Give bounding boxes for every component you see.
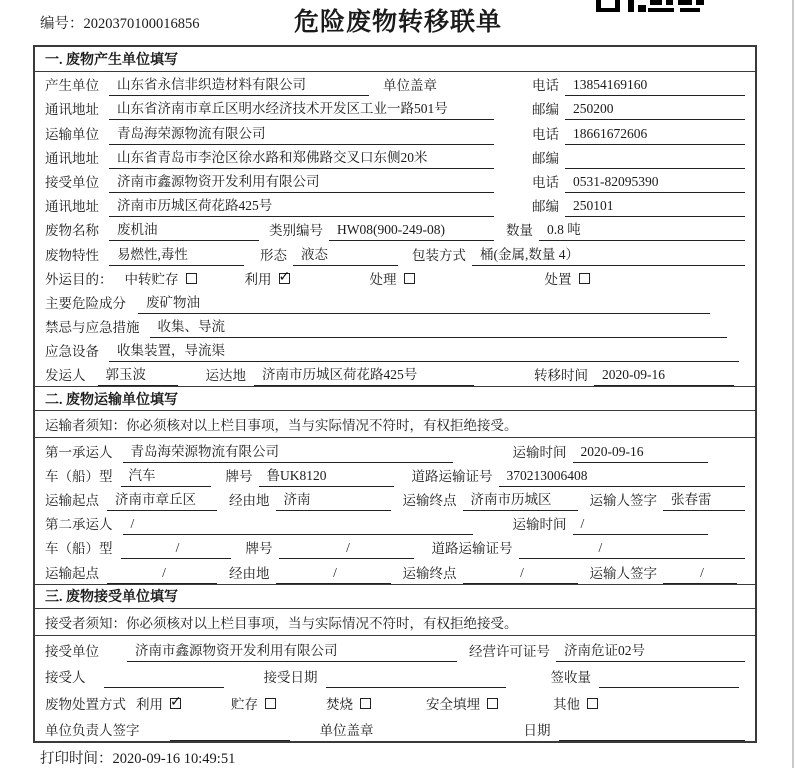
main-hazard-value: 废矿物油 [138, 291, 710, 314]
purpose-option-transfer [125, 268, 197, 290]
accept-unit-value: 济南市鑫源物资开发利用有限公司 [127, 639, 457, 662]
checkbox-transfer-storage [186, 273, 197, 284]
vehicle1-plate: 鲁UK8120 [259, 464, 394, 487]
row-vehicle1 [35, 463, 755, 487]
section2-header: 二. 废物运输单位填写 [35, 386, 755, 411]
row-receiver [35, 169, 755, 193]
generator-value: 山东省永信非织造材料有限公司 [109, 73, 369, 96]
row-vehicle2 [35, 535, 755, 559]
transfer-time-value: 2020-09-16 [594, 367, 734, 386]
option-label: 处置 [544, 271, 572, 287]
generator-zip: 250200 [565, 101, 745, 120]
row-purpose [35, 266, 755, 290]
waste-name-value: 废机油 [109, 218, 259, 241]
section3-notice: 接受者须知：你必须核对以上栏目事项，当与实际情况不符时，有权拒绝接受。 [35, 609, 755, 636]
accept-date-label: 接受日期 [263, 670, 318, 686]
receiver-label: 接受单位 [45, 174, 99, 190]
phone-label: 电话 [532, 78, 559, 94]
print-time [40, 747, 235, 768]
vehicle1-license: 370213006408 [499, 468, 746, 487]
route-start-label: 运输起点 [45, 493, 99, 508]
vehicle2-type: / [121, 540, 231, 559]
row-transporter-address [35, 145, 755, 169]
carrier2-value: / [123, 516, 473, 535]
purpose-option-treat [370, 268, 415, 290]
row-receiver-address [35, 193, 755, 217]
section2-notice: 运输者须知：你必须核对以上栏目事项，当与实际情况不符时，有权拒绝接受。 [35, 411, 755, 438]
generator-phone: 13854169160 [565, 77, 745, 96]
carrier2-label: 第二承运人 [45, 517, 113, 533]
disposal-option-other [553, 693, 598, 715]
transport-time-label: 运输时间 [512, 444, 567, 460]
acceptor-label: 接受人 [45, 670, 86, 686]
permit-value: 济南危证02号 [556, 639, 745, 662]
property-value: 易燃性,毒性 [109, 243, 244, 266]
option-label: 安全填埋 [426, 696, 480, 712]
row-main-hazard [35, 290, 755, 314]
row-route2 [35, 559, 755, 583]
transport-time-label: 运输时间 [512, 517, 567, 533]
option-label: 其他 [553, 696, 580, 712]
phone-label: 电话 [532, 126, 559, 142]
route-start-label: 运输起点 [45, 565, 99, 581]
transporter-label: 运输单位 [45, 126, 99, 142]
purpose-option-utilize [245, 268, 290, 290]
road-license-label: 道路运输证号 [431, 541, 513, 557]
purpose-label: 外运目的： [45, 271, 113, 287]
checkbox-landfill [487, 698, 498, 709]
row-route1 [35, 487, 755, 511]
disposal-option-landfill [426, 693, 498, 715]
page-edge-line [792, 0, 794, 768]
purpose-option-dispose [545, 268, 590, 290]
route1-sign: 张春雷 [663, 488, 745, 511]
category-value: HW08(900-249-08) [329, 222, 494, 241]
zip-label: 邮编 [532, 102, 559, 118]
row-taboo [35, 314, 755, 338]
option-label: 利用 [136, 696, 163, 712]
responsible-sign-value [170, 723, 290, 741]
signed-quantity-value [599, 670, 739, 688]
destination-label: 运达地 [205, 368, 246, 384]
equipment-label: 应急设备 [45, 344, 99, 360]
checkbox-dispose [579, 273, 590, 284]
receiver-zip: 250101 [565, 198, 745, 217]
address-label: 通讯地址 [45, 199, 99, 215]
accept-date-value [326, 670, 506, 688]
date-label: 日期 [523, 723, 551, 739]
unit-seal-label: 单位盖章 [319, 723, 374, 739]
receiver-value: 济南市鑫源物资开发利用有限公司 [109, 170, 494, 193]
page-title: 危险废物转移联单 [293, 9, 502, 36]
zip-label: 邮编 [532, 199, 559, 215]
transfer-time-label: 转移时间 [534, 368, 588, 384]
permit-label: 经营许可证号 [469, 643, 550, 659]
transporter-sign-label: 运输人签字 [589, 565, 657, 581]
packing-value: 桶(金属,数量 4） [472, 243, 745, 266]
route1-end: 济南市历城区 [463, 488, 578, 511]
generator-label: 产生单位 [45, 78, 99, 94]
transporter-address: 山东省青岛市李沧区徐水路和郑佛路交叉口东侧20米 [109, 146, 494, 169]
route2-sign: / [663, 565, 737, 584]
vehicle-type-label: 车（船）型 [45, 468, 113, 484]
packing-label: 包装方式 [412, 247, 466, 263]
signed-quantity-label: 签收量 [550, 670, 591, 686]
checkbox-other [587, 698, 598, 709]
form-label: 形态 [260, 247, 287, 263]
address-label: 通讯地址 [45, 150, 99, 166]
main-hazard-label: 主要危险成分 [45, 295, 126, 311]
checkbox-incinerate [360, 698, 371, 709]
checkbox-storage [265, 698, 276, 709]
transporter-sign-label: 运输人签字 [589, 493, 657, 508]
form-value: 液态 [293, 243, 398, 266]
receiver-address: 济南市历城区荷花路425号 [109, 194, 494, 217]
taboo-value: 收集、导流 [150, 315, 728, 338]
acceptor-value [104, 670, 224, 688]
row-waste-property [35, 241, 755, 265]
consignor-value: 郭玉波 [98, 363, 178, 386]
print-time-label: 打印时间： [40, 751, 113, 767]
section3-header: 三. 废物接受单位填写 [35, 584, 755, 609]
option-label: 焚烧 [326, 696, 353, 712]
row-carrier1 [35, 438, 755, 462]
option-label: 贮存 [231, 696, 258, 712]
phone-label: 电话 [532, 174, 559, 190]
option-label: 中转贮存 [124, 271, 179, 287]
generator-address: 山东省济南市章丘区明水经济技术开发区工业一路501号 [109, 97, 494, 120]
disposal-label: 废物处置方式 [45, 696, 126, 712]
row-generator-address [35, 96, 755, 120]
disposal-option-incinerate [326, 693, 371, 715]
carrier2-time: / [573, 516, 708, 535]
equipment-value: 收集装置，导流渠 [109, 339, 739, 362]
category-label: 类别编号 [269, 223, 323, 239]
property-label: 废物特性 [45, 247, 99, 263]
quantity-label: 数量 [506, 223, 533, 239]
row-transporter [35, 120, 755, 144]
route-via-label: 经由地 [229, 493, 270, 508]
qr-code-fragment-icon [596, 0, 708, 12]
waste-name-label: 废物名称 [45, 223, 99, 239]
disposal-option-utilize [136, 693, 181, 715]
transporter-value: 青岛海荣源物流有限公司 [109, 122, 494, 145]
receiver-phone: 0531-82095390 [565, 174, 745, 193]
responsible-sign-label: 单位负责人签字 [45, 723, 140, 739]
vehicle-type-label: 车（船）型 [45, 541, 113, 557]
section1-header: 一. 废物产生单位填写 [35, 47, 755, 72]
address-label: 通讯地址 [45, 102, 99, 118]
doc-number-label: 编号： [40, 16, 84, 32]
zip-label: 邮编 [532, 150, 559, 166]
row-consignor [35, 362, 755, 386]
row-accept-unit [35, 636, 755, 662]
row-equipment [35, 338, 755, 362]
route2-via: / [276, 565, 391, 584]
option-label: 利用 [244, 271, 272, 287]
route2-end: / [463, 565, 578, 584]
date-value [559, 723, 746, 741]
route1-via: 济南 [276, 488, 391, 511]
route-end-label: 运输终点 [402, 565, 457, 581]
row-generator [35, 72, 755, 96]
taboo-label: 禁忌与应急措施 [45, 320, 140, 336]
plate-label: 牌号 [225, 468, 253, 484]
carrier1-label: 第一承运人 [45, 444, 113, 460]
checkbox-utilize [279, 273, 290, 284]
accept-unit-label: 接受单位 [45, 643, 99, 659]
disposal-option-storage [231, 693, 276, 715]
vehicle2-license: / [519, 540, 746, 559]
print-time-value: 2020-09-16 10:49:51 [112, 751, 236, 767]
carrier1-value: 青岛海荣源物流有限公司 [123, 440, 453, 463]
consignor-label: 发运人 [45, 368, 86, 384]
vehicle2-plate: / [279, 540, 414, 559]
row-signature [35, 715, 755, 741]
road-license-label: 道路运输证号 [411, 468, 493, 484]
row-carrier2 [35, 511, 755, 535]
carrier1-time: 2020-09-16 [573, 444, 708, 463]
checkbox-utilize [170, 698, 181, 709]
transfer-form-table [33, 45, 757, 743]
seal-label: 单位盖章 [383, 78, 437, 94]
route1-start: 济南市章丘区 [107, 488, 217, 511]
destination-value: 济南市历城区荷花路425号 [254, 363, 474, 386]
route-via-label: 经由地 [229, 565, 270, 581]
route-end-label: 运输终点 [402, 493, 457, 508]
checkbox-treat [404, 273, 415, 284]
row-waste-name [35, 217, 755, 241]
option-label: 处理 [369, 271, 397, 287]
quantity-value: 0.8 吨 [539, 218, 745, 241]
doc-number-value: 2020370100016856 [83, 16, 200, 32]
transporter-phone: 18661672606 [565, 126, 745, 145]
plate-label: 牌号 [245, 541, 273, 557]
row-acceptor [35, 662, 755, 688]
row-disposal [35, 688, 755, 714]
transporter-zip [565, 151, 745, 169]
route2-start: / [107, 565, 217, 584]
vehicle1-type: 汽车 [121, 464, 211, 487]
